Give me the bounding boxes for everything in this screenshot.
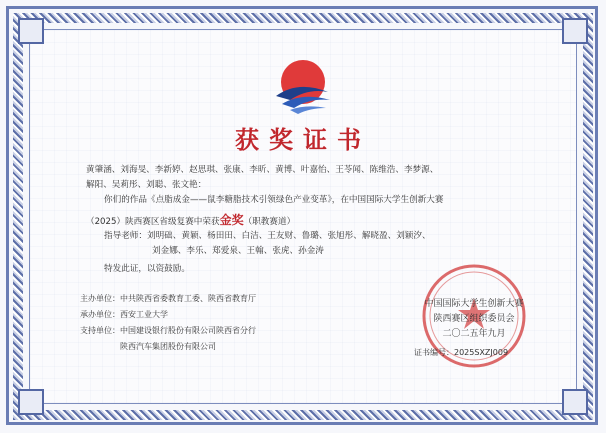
advisors-names: 刘明础、黄颖、杨田田、白洁、王友财、鲁璐、张旭彤、解晓盈、刘颖汐、 <box>146 231 431 241</box>
organizer-row <box>80 309 168 320</box>
support-value-2: 陕西汽车集团股份有限公司 <box>120 342 216 351</box>
certificate-number <box>414 347 508 358</box>
support-row <box>80 325 256 336</box>
work-description: 你们的作品《点脂成金——鼠李糖脂技术引领绿色产业变革》，在中国国际大学生创新大赛 <box>104 195 444 205</box>
participants-line: 黄肇涵、刘海旻、李新婷、赵思琪、张康、李昕、黄博、叶嘉怡、王苓闻、陈维浩、李梦源、 <box>86 165 439 175</box>
issuer-name: 中国国际大学生创新大赛 <box>424 299 524 309</box>
award-level: 金奖 <box>219 213 244 227</box>
organizer-value: 西安工业大学 <box>120 310 168 319</box>
certificate-title: 获奖证书 <box>235 125 371 154</box>
closing-text: 特发此证，以资鼓励。 <box>104 264 190 274</box>
participants-line: 解阳、吴莉彤、刘聪、张文艳： <box>86 180 207 190</box>
award-prefix: （2025）陕西赛区省级复赛中荣获 <box>86 217 220 227</box>
organizer-label: 承办单位： <box>80 310 120 319</box>
corner-ornament <box>562 18 588 44</box>
advisors-label: 指导老师： <box>104 231 147 241</box>
advisors-line: 刘金娜、李乐、郑爱泉、王翰、张虎、孙金涛 <box>152 246 324 256</box>
issue-date: 二〇二五年九月 <box>442 329 506 339</box>
award-line <box>86 211 295 228</box>
issuer-committee: 陕西赛区组织委员会 <box>433 314 515 324</box>
corner-ornament <box>562 389 588 415</box>
advisors-line <box>104 229 431 241</box>
award-suffix: （职教赛道） <box>243 217 296 227</box>
competition-logo-icon <box>268 52 338 122</box>
host-label: 主办单位： <box>80 294 120 303</box>
corner-ornament <box>18 18 44 44</box>
certificate-number-value: 2025SXZJ009 <box>454 348 509 357</box>
certificate-number-label: 证书编号： <box>414 348 454 357</box>
host-value: 中共陕西省委教育工委、陕西省教育厅 <box>120 294 256 303</box>
corner-ornament <box>18 389 44 415</box>
host-row <box>80 293 256 304</box>
support-value: 中国建设银行股份有限公司陕西省分行 <box>120 326 256 335</box>
support-label: 支持单位： <box>80 326 120 335</box>
